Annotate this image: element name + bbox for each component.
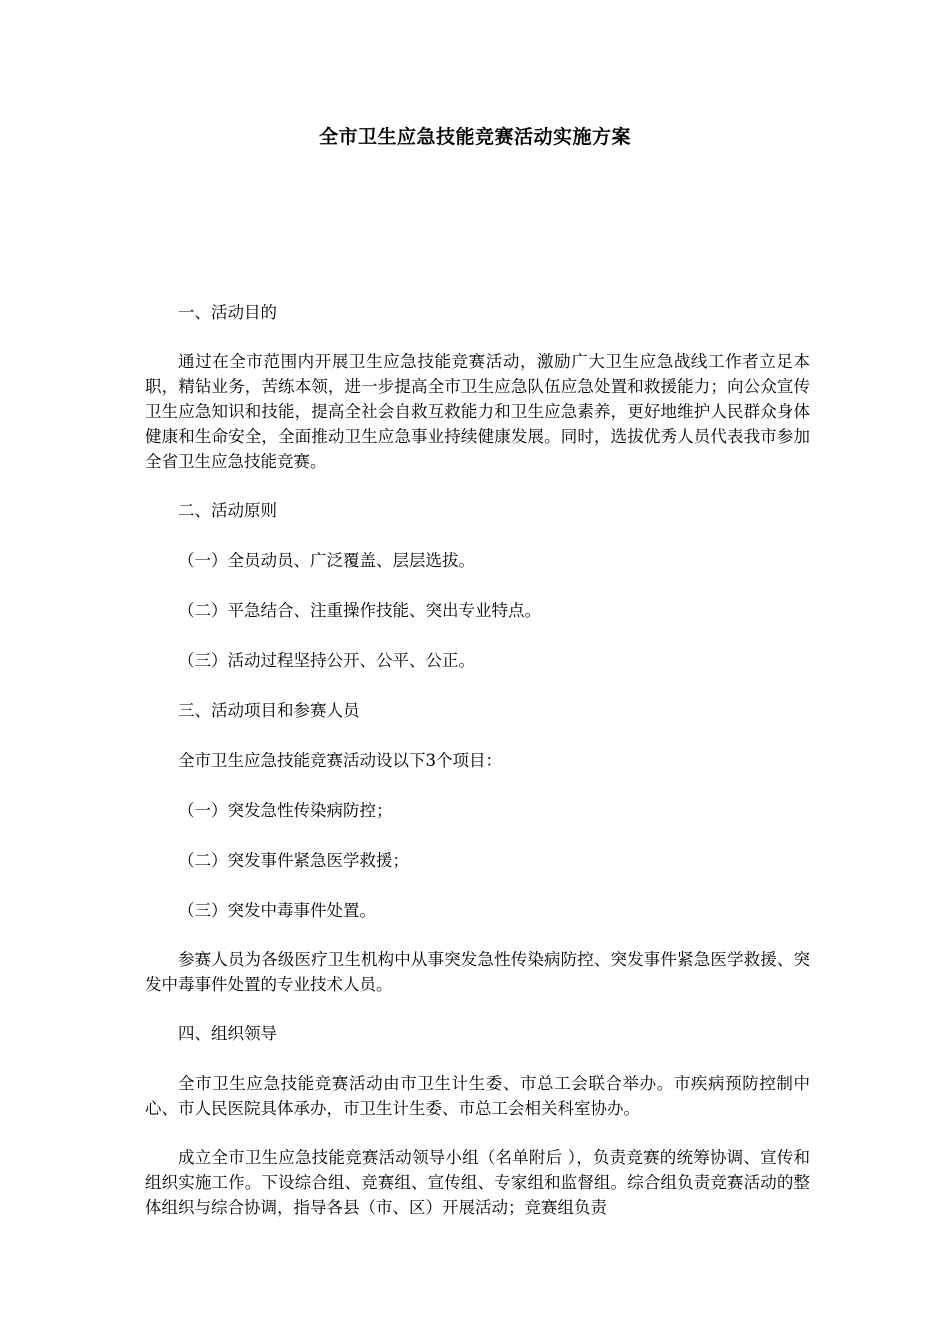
paragraph-items-intro: 全市卫生应急技能竞赛活动设以下3个项目：	[178, 751, 502, 770]
principle-item-3: （三）活动过程坚持公开、公平、公正。	[178, 651, 475, 670]
principle-item-1: （一）全员动员、广泛覆盖、层层选拔。	[178, 551, 475, 570]
principle-item-2: （二）平急结合、注重操作技能、突出专业特点。	[178, 601, 541, 620]
paragraph-purpose: 通过在全市范围内开展卫生应急技能竞赛活动，激励广大卫生应急战线工作者立足本职，精钻业务，苦练本领，进一步提高全市卫生应急队伍应急处置和救援能力；向公众宣传卫生应急知识和技能，提高全社会自救互救能力和卫生应急素养，更好地维护人民群众身体健康和生命安全，全面推动卫生应急事业持续健康发展。同时，选拔优秀人员代表我市参加全省卫生应急技能竞赛。	[145, 352, 810, 471]
document-title: 全市卫生应急技能竞赛活动实施方案	[318, 126, 631, 148]
competition-item-2: （二）突发事件紧急医学救援；	[178, 851, 409, 870]
section-heading-purpose: 一、活动目的	[178, 303, 277, 322]
paragraph-participants: 参赛人员为各级医疗卫生机构中从事突发急性传染病防控、突发事件紧急医学救援、突发中毒事件处置的专业技术人员。	[145, 950, 810, 994]
competition-item-3: （三）突发中毒事件处置。	[178, 901, 376, 920]
section-heading-principles: 二、活动原则	[178, 501, 277, 520]
section-heading-organization: 四、组织领导	[178, 1024, 277, 1043]
paragraph-organizers: 全市卫生应急技能竞赛活动由市卫生计生委、市总工会联合举办。市疾病预防控制中心、市人民医院具体承办，市卫生计生委、市总工会相关科室协办。	[145, 1074, 810, 1118]
competition-item-1: （一）突发急性传染病防控；	[178, 801, 393, 820]
section-heading-items: 三、活动项目和参赛人员	[178, 701, 360, 720]
paragraph-leading-group: 成立全市卫生应急技能竞赛活动领导小组（名单附后 ），负责竞赛的统筹协调、宣传和组织实施工作。下设综合组、竞赛组、宣传组、专家组和监督组。综合组负责竞赛活动的整体组织与综合协调，指导各县（市、区）开展活动；竞赛组负责	[145, 1148, 810, 1217]
